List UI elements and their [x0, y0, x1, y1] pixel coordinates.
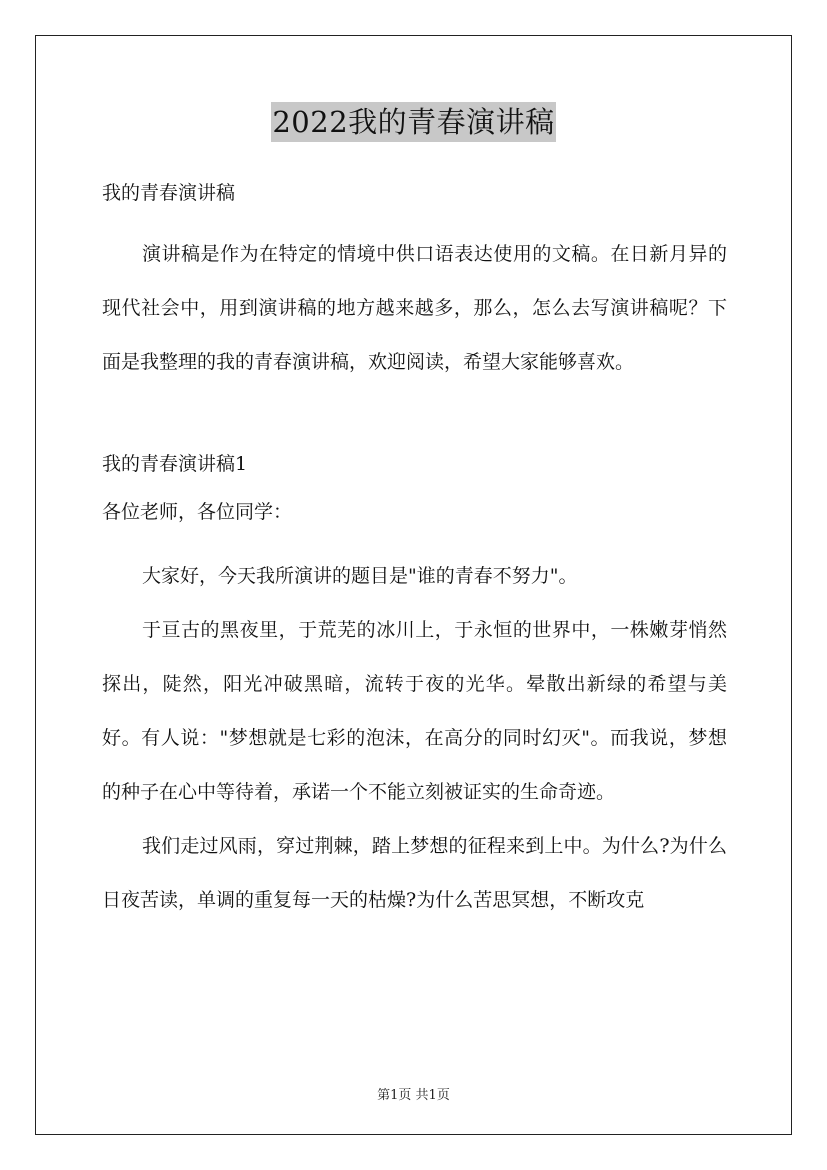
- salutation: 各位老师，各位同学：: [102, 501, 293, 523]
- intro-paragraph: 演讲稿是作为在特定的情境中供口语表达使用的文稿。在日新月异的现代社会中，用到演讲稿的地方越来越多，那么，怎么去写演讲稿呢？下面是我整理的我的青春演讲稿，欢迎阅读，希望大家能够喜欢。: [102, 243, 727, 373]
- spacer: [102, 389, 727, 445]
- paragraph: 我们走过风雨，穿过荆棘，踏上梦想的征程来到上中。为什么?为什么日夜苦读，单调的重复每一天的枯燥?为什么苦思冥想，不断攻克: [102, 835, 727, 911]
- section-heading: 我的青春演讲稿: [102, 182, 236, 204]
- document-title: 2022我的青春演讲稿: [271, 102, 555, 142]
- page-footer: 第1页 共1页: [377, 1088, 450, 1103]
- document-body: [102, 174, 727, 927]
- title-container: [0, 102, 827, 142]
- paragraph: 大家好，今天我所演讲的题目是"谁的青春不努力"。: [142, 565, 578, 587]
- speech-heading: 我的青春演讲稿1: [102, 453, 248, 475]
- paragraph: 于亘古的黑夜里，于荒芜的冰川上，于永恒的世界中，一株嫩芽悄然探出，陡然，阳光冲破黑暗，流转于夜的光华。晕散出新绿的希望与美好。有人说："梦想就是七彩的泡沫，在高分的同时幻灭"。而我说，梦想的种子在心中等待着，承诺一个不能立刻被证实的生命奇迹。: [102, 619, 727, 803]
